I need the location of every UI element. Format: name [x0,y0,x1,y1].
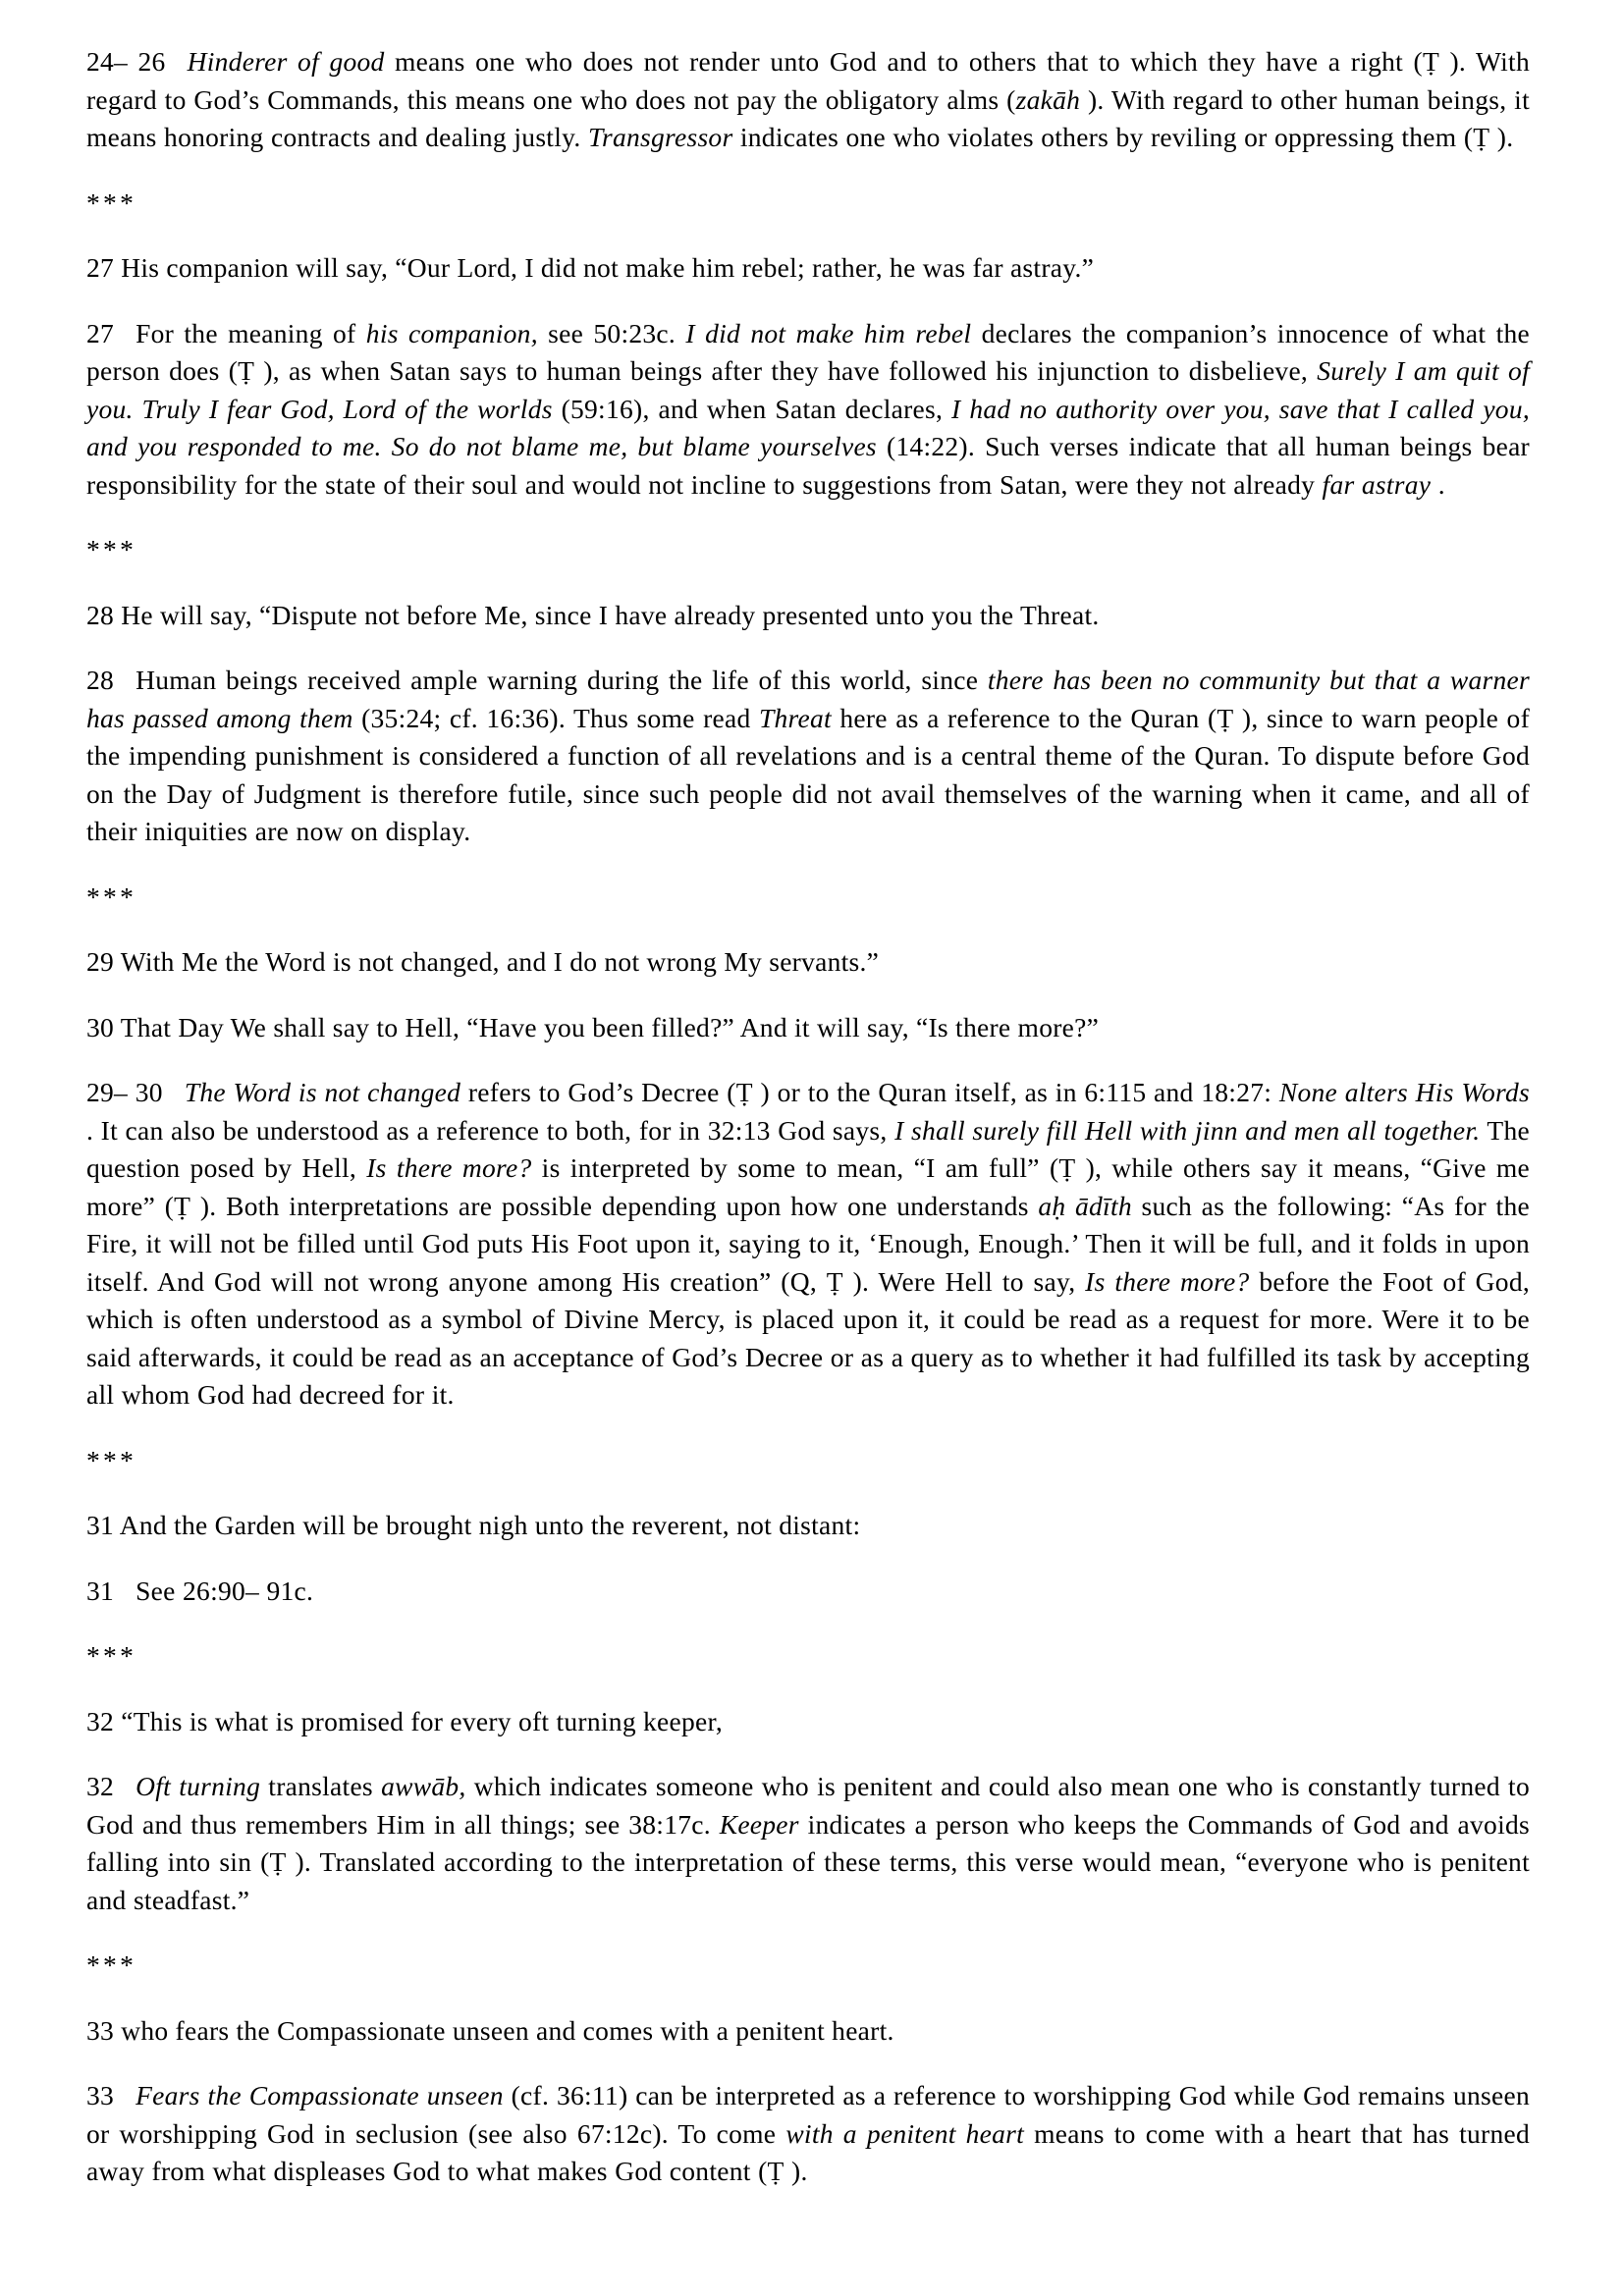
body-text: such as the following: “As for the Fire, it will not be filled until God puts His Foot upon it, saying to it, ‘Enough, Enough.’ Then it will be full, and it folds in upon itself. And God will not wrong anyone among His creation” (Q, Ṭ ). Were Hell to say, [86,1190,1530,1297]
body-text: “This is what is promised for every oft turning keeper, [121,1705,723,1736]
section-separator-4: *** [86,1444,137,1475]
commentary-33 [86,2077,1530,2191]
emphasized-text: Is there more? [366,1152,532,1183]
body-text: He will say, “Dispute not before Me, since I have already presented unto you the Threat. [121,599,1100,630]
body-text: The question posed by Hell, [86,1114,1531,1183]
commentary-28 [86,662,1530,851]
body-text: Human beings received ample warning during the life of this world, since [135,665,988,695]
body-text: declares the companion’s innocence of what the person does (Ṭ ), as when Satan says to human beings after they have followed his injunction to disbelieve, [86,317,1530,386]
commentary-31 [86,1573,1530,1611]
commentary-29-30 [86,1074,1530,1415]
verse-number: 27 [86,252,115,283]
body-text: See 26:90– 91c. [135,1575,314,1606]
verse-number: 32 [86,1705,115,1736]
verse-31 [86,1507,1530,1545]
section-separator-1: *** [86,187,137,218]
body-text: means one who does not render unto God and to others that to which they have a right (Ṭ ). With regard to God’s Commands, this means one who does not pay the obligatory alms ( [86,46,1530,115]
verse-30 [86,1009,1530,1047]
emphasized-text: his companion, [365,317,538,348]
commentary-verse-ref: 33 [86,2080,115,2110]
body-text: refers to God’s Decree (Ṭ ) or to the Quran itself, as in 6:115 and 18:27: [460,1077,1279,1107]
emphasized-text: I did not make him rebel [685,317,972,348]
emphasized-text: Oft turning [135,1771,261,1801]
page-content [86,43,1530,2191]
section-separator-2: *** [86,534,137,564]
verse-27 [86,249,1530,288]
verse-29 [86,943,1530,982]
emphasized-text: Keeper [719,1808,799,1840]
verse-number: 33 [86,2014,115,2046]
emphasized-text: with a penitent heart [785,2117,1025,2149]
section-separator-5: *** [86,1640,137,1671]
commentary-32 [86,1768,1530,1919]
body-text: indicates one who violates others by reviling or oppressing them (Ṭ ). [732,122,1514,152]
verse-33 [86,2012,1530,2051]
body-text: For the meaning of [135,317,366,348]
emphasized-text: Transgressor [587,122,733,152]
body-text: His companion will say, “Our Lord, I did not make him rebel; rather, he was far astray.” [121,252,1095,283]
emphasized-text: The Word is not changed [184,1077,461,1107]
body-text: ). With regard to other human beings, it means honoring contracts and dealing justly. [86,83,1530,152]
commentary-24-26 [86,43,1530,157]
verse-number: 30 [86,1011,115,1042]
emphasized-text: None alters His Words [1278,1077,1530,1107]
body-text: is interpreted by some to mean, “I am full” (Ṭ ), while others say it means, “Give me more” (Ṭ ). Both interpretations are possible depending upon how one understands [86,1152,1530,1221]
emphasized-text: Surely I am quit of you. Truly I fear God, Lord of the worlds [86,355,1530,424]
body-text: . [1431,468,1445,500]
body-text: (35:24; cf. 16:36). Thus some read [352,702,759,733]
body-text: And the Garden will be brought nigh unto the reverent, not distant: [119,1510,861,1540]
verse-number: 28 [86,599,115,630]
verse-number: 31 [86,1510,115,1540]
section-separator-6: *** [86,1949,137,1980]
commentary-verse-ref: 31 [86,1575,115,1606]
body-text: With Me the Word is not changed, and I do not wrong My servants.” [120,946,880,977]
body-text: which indicates someone who is penitent and could also mean one who is constantly turned to God and thus remembers Him in all things; see 38:17c. [86,1771,1530,1840]
body-text: means to come with a heart that has turned away from what displeases God to what makes God content (Ṭ ). [86,2117,1530,2186]
commentary-verse-ref: 27 [86,317,115,348]
emphasized-text: Threat [758,702,832,733]
body-text: indicates a person who keeps the Commands of God and avoids falling into sin (Ṭ ). Translated according to the interpretation of these terms, this verse would mean, “everyone who is penitent and steadfast.” [86,1808,1530,1915]
commentary-verse-ref: 24– 26 [86,46,166,77]
body-text: translates [260,1771,382,1801]
emphasized-text: awwāb, [381,1771,466,1801]
body-text: (59:16), and when Satan declares, [552,393,952,424]
emphasized-text: zakāh [1015,83,1081,115]
emphasized-text: far astray [1322,468,1432,500]
emphasized-text: I had no authority over you, save that I called you, and you responded to me. So do not blame me, but blame yourselves [86,393,1531,461]
body-text: . It can also be understood as a reference to both, for in 32:13 God says, [86,1114,895,1146]
verse-28 [86,597,1530,635]
verse-32 [86,1703,1530,1741]
body-text: (cf. 36:11) can be interpreted as a reference to worshipping God while God remains unseen or worshipping God in seclusion (see also 67:12c). To come [86,2080,1530,2149]
emphasized-text: I shall surely fill Hell with jinn and men all together. [894,1114,1481,1146]
body-text: here as a reference to the Quran (Ṭ ), since to warn people of the impending punishment is considered a function of all revelations and is a central theme of the Quran. To dispute before God on the Day of Judgment is therefore futile, since such people did not avail themselves of the warning when it came, and all of their iniquities are now on display. [86,702,1531,846]
commentary-27 [86,315,1530,505]
section-separator-3: *** [86,881,137,912]
emphasized-text: Hinderer of good [187,46,385,77]
body-text: see 50:23c. [537,317,686,348]
commentary-verse-ref: 32 [86,1771,115,1801]
emphasized-text: aḥ ādīth [1038,1190,1132,1221]
body-text: (14:22). Such verses indicate that all human beings bear responsibility for the state of their soul and would not incline to suggestions from Satan, were they not already [86,431,1530,500]
emphasized-text: Is there more? [1085,1265,1250,1297]
body-text: before the Foot of God, which is often understood as a symbol of Divine Mercy, is placed upon it, it could be read as a request for more. Were it to be said afterwards, it could be read as an acceptance of God’s Decree or as a query as to whether it had fulfilled its task by accepting all whom God had decreed for it. [86,1265,1531,1410]
emphasized-text: Fears the Compassionate unseen [135,2080,504,2110]
commentary-verse-ref: 29– 30 [86,1077,163,1107]
body-text: That Day We shall say to Hell, “Have you been filled?” And it will say, “Is there more?” [120,1011,1100,1042]
commentary-verse-ref: 28 [86,665,115,695]
verse-number: 29 [86,946,115,977]
emphasized-text: there has been no community but that a warner has passed among them [86,665,1530,733]
body-text: who fears the Compassionate unseen and comes with a penitent heart. [121,2014,894,2046]
